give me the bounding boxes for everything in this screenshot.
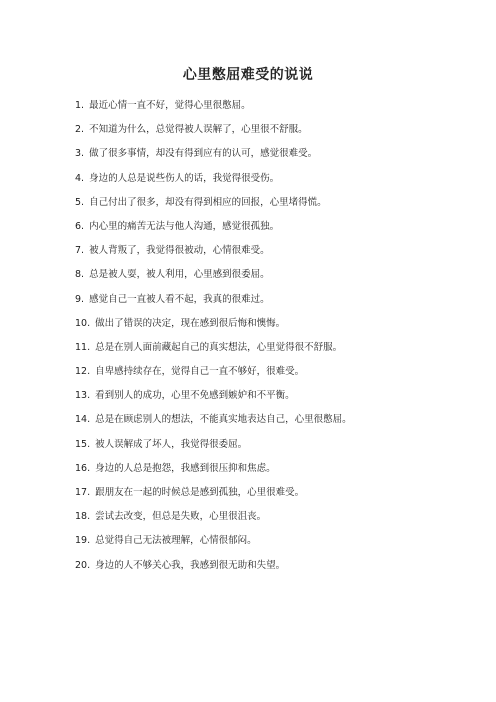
list-item: [75, 100, 496, 112]
list-item: [75, 269, 496, 281]
item-text: 做出了错误的决定，现在感到很后悔和懊悔。: [95, 317, 286, 329]
list-item: [75, 390, 496, 402]
item-number: 4.: [75, 172, 85, 184]
item-text: 不知道为什么，总觉得被人误解了，心里很不舒服。: [89, 124, 308, 136]
item-text: 总是被人耍，被人利用，心里感到很委屈。: [89, 269, 270, 281]
item-text: 总是在别人面前藏起自己的真实想法，心里觉得很不舒服。: [95, 341, 343, 353]
item-number: 15.: [75, 438, 91, 450]
list-item: [75, 439, 496, 451]
page-title: 心里憋屈难受的说说: [182, 67, 314, 83]
item-text: 做了很多事情，却没有得到应有的认可，感觉很难受。: [89, 148, 318, 160]
list-item: [75, 221, 496, 233]
list-item: [75, 342, 496, 354]
item-number: 5.: [75, 196, 85, 208]
item-text: 内心里的痛苦无法与他人沟通，感觉很孤独。: [89, 220, 280, 232]
item-text: 身边的人总是说些伤人的话，我觉得很受伤。: [89, 172, 280, 184]
item-text: 身边的人总是抱怨，我感到很压抑和焦虑。: [95, 462, 276, 474]
item-number: 8.: [75, 269, 85, 281]
list-item: [75, 535, 496, 547]
item-text: 跟朋友在一起的时候总是感到孤独，心里很难受。: [95, 487, 305, 498]
list-item: [75, 245, 496, 257]
list-item: [75, 511, 496, 523]
item-number: 16.: [75, 462, 91, 474]
item-number: 1.: [75, 100, 85, 111]
item-text: 被人背叛了，我觉得很被动，心情很难受。: [89, 245, 270, 257]
list-item: [75, 318, 496, 330]
list-item: [75, 294, 496, 306]
item-number: 20.: [75, 559, 91, 571]
item-text: 自卑感持续存在，觉得自己一直不够好，很难受。: [95, 366, 305, 378]
item-text: 尝试去改变，但总是失败，心里很沮丧。: [95, 511, 267, 523]
item-number: 2.: [75, 124, 85, 136]
item-text: 身边的人不够关心我，我感到很无助和失望。: [95, 559, 286, 571]
item-text: 总是在顾虑别人的想法，不能真实地表达自己，心里很憋屈。: [95, 414, 352, 426]
quote-list: [0, 100, 496, 572]
item-number: 11.: [75, 341, 91, 353]
list-item: [75, 124, 496, 136]
item-text: 看到别人的成功，心里不免感到嫉妒和不平衡。: [95, 390, 295, 402]
list-item: [75, 487, 496, 499]
item-text: 被人误解成了坏人，我觉得很委屈。: [95, 438, 248, 450]
list-item: [75, 560, 496, 572]
item-number: 18.: [75, 511, 91, 523]
list-item: [75, 463, 496, 475]
item-number: 19.: [75, 535, 91, 547]
list-item: [75, 148, 496, 160]
list-item: [75, 414, 496, 426]
item-number: 10.: [75, 317, 91, 329]
item-number: 3.: [75, 148, 85, 160]
item-number: 13.: [75, 390, 91, 402]
item-number: 12.: [75, 366, 91, 378]
item-text: 自己付出了很多，却没有得到相应的回报，心里堵得慌。: [89, 196, 327, 208]
item-number: 14.: [75, 414, 91, 426]
item-text: 最近心情一直不好，觉得心里很憋屈。: [89, 100, 251, 111]
list-item: [75, 366, 496, 378]
item-number: 9.: [75, 293, 85, 305]
list-item: [75, 173, 496, 185]
item-text: 总觉得自己无法被理解，心情很郁闷。: [95, 535, 257, 547]
list-item: [75, 197, 496, 209]
item-number: 17.: [75, 487, 91, 498]
item-number: 7.: [75, 245, 85, 257]
item-text: 感觉自己一直被人看不起，我真的很难过。: [89, 293, 270, 305]
item-number: 6.: [75, 220, 85, 232]
